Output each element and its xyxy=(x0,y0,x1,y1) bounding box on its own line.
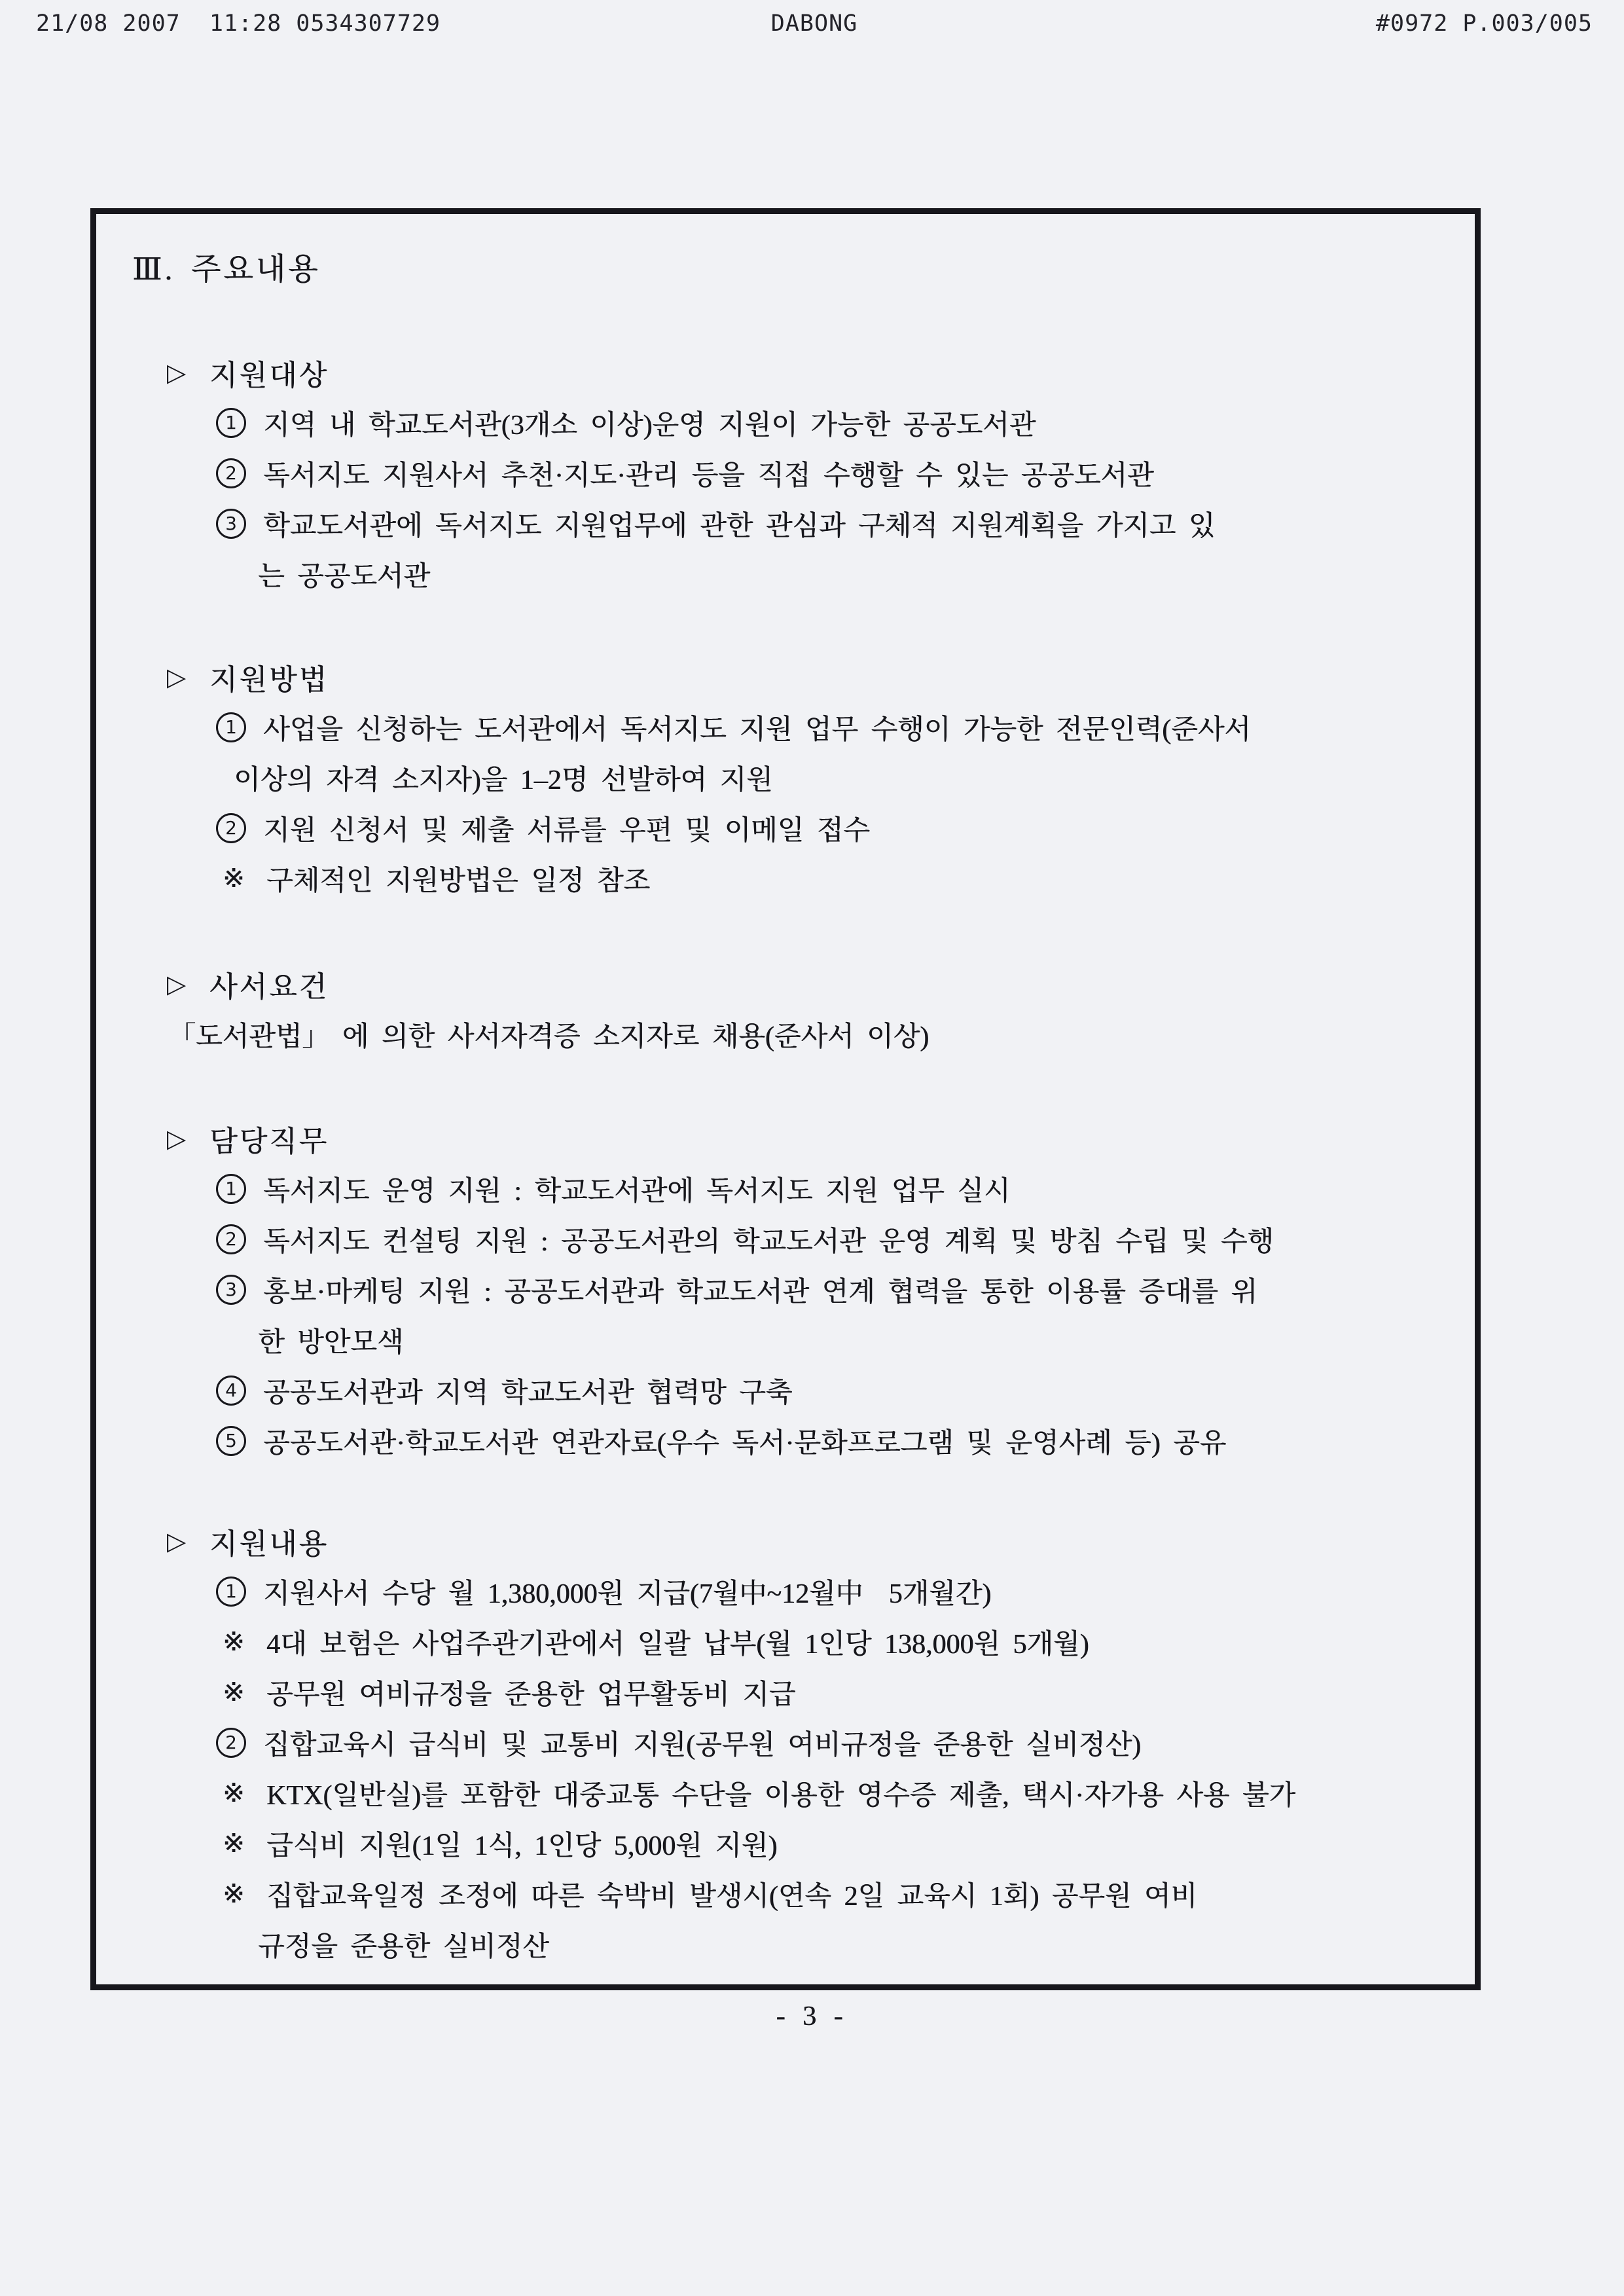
item-text: 홍보·마케팅 지원 : 공공도서관과 학교도서관 연계 협력을 통한 이용률 증대를 위 xyxy=(263,1277,1257,1307)
numbered-item xyxy=(96,803,1475,853)
document-section xyxy=(96,1113,1475,1466)
document-section xyxy=(96,1516,1475,1969)
item-text: 구체적인 지원방법은 일정 참조 xyxy=(266,866,650,896)
item-text: 독서지도 지원사서 추천·지도·관리 등을 직접 수행할 수 있는 공공도서관 xyxy=(263,460,1154,491)
document-section xyxy=(96,651,1475,903)
page-number: - 3 - xyxy=(776,2001,848,2032)
section-heading: 지원내용 xyxy=(209,1527,329,1560)
circled-number: 2 xyxy=(216,458,246,488)
item-text: 급식비 지원(1일 1식, 1인당 5,000원 지원) xyxy=(266,1831,778,1861)
item-text: 사업을 신청하는 도서관에서 독서지도 지원 업무 수행이 가능한 전문인력(준사서 xyxy=(263,714,1251,745)
item-text: KTX(일반실)를 포함한 대중교통 수단을 이용한 영수증 제출, 택시·자가용 사용 불가 xyxy=(266,1780,1296,1811)
triangle-marker-icon: ▷ xyxy=(167,969,187,998)
note-item xyxy=(96,853,1475,903)
triangle-marker-icon: ▷ xyxy=(167,1123,187,1153)
section-heading-row xyxy=(96,1516,1475,1566)
numbered-item xyxy=(96,1365,1475,1415)
continuation-line xyxy=(96,1919,1475,1969)
section-heading: 사서요건 xyxy=(209,970,329,1003)
numbered-item xyxy=(96,1163,1475,1214)
document-title: Ⅲ. 주요내용 xyxy=(132,253,321,287)
circled-number: 1 xyxy=(216,712,246,742)
circled-number: 2 xyxy=(216,1728,246,1758)
continuation-line xyxy=(96,1315,1475,1365)
note-item xyxy=(96,1768,1475,1818)
triangle-marker-icon: ▷ xyxy=(167,662,187,691)
circled-number: 3 xyxy=(216,509,246,539)
note-item xyxy=(96,1667,1475,1717)
section-heading-row xyxy=(96,958,1475,1009)
item-text: 4대 보험은 사업주관기관에서 일괄 납부(월 1인당 138,000원 5개월) xyxy=(266,1629,1089,1660)
fax-page-counter: #0972 P.003/005 xyxy=(1375,10,1593,37)
circled-number: 2 xyxy=(216,1224,246,1254)
document-border-box xyxy=(90,208,1481,1990)
reference-mark-icon: ※ xyxy=(223,1627,245,1656)
section-heading: 담당직무 xyxy=(209,1125,329,1157)
circled-number: 3 xyxy=(216,1275,246,1305)
document-section xyxy=(96,958,1475,1059)
numbered-item xyxy=(96,1214,1475,1264)
section-heading-row xyxy=(96,1113,1475,1163)
item-text: 는 공공도서관 xyxy=(258,561,430,592)
item-text: 지역 내 학교도서관(3개소 이상)운영 지원이 가능한 공공도서관 xyxy=(263,410,1036,441)
item-text: 집합교육일정 조정에 따른 숙박비 발생시(연속 2일 교육시 1회) 공무원 여비 xyxy=(266,1881,1198,1912)
reference-mark-icon: ※ xyxy=(223,1677,245,1707)
fax-header xyxy=(36,10,1593,37)
numbered-item xyxy=(96,1264,1475,1315)
circled-number: 1 xyxy=(216,1174,246,1204)
item-text: 공공도서관과 지역 학교도서관 협력망 구축 xyxy=(263,1377,793,1408)
circled-number: 1 xyxy=(216,1576,246,1607)
fax-sender-name: DABONG xyxy=(770,10,858,37)
note-item xyxy=(96,1616,1475,1667)
body-text-item xyxy=(96,1009,1475,1059)
numbered-item xyxy=(96,498,1475,549)
numbered-item xyxy=(96,1566,1475,1616)
numbered-item xyxy=(96,702,1475,752)
reference-mark-icon: ※ xyxy=(223,864,245,893)
continuation-line xyxy=(96,549,1475,599)
continuation-line xyxy=(96,752,1475,803)
fax-timestamp: 21/08 2007 11:28 0534307729 xyxy=(36,10,441,37)
item-text: 학교도서관에 독서지도 지원업무에 관한 관심과 구체적 지원계획을 가지고 있 xyxy=(263,511,1216,541)
item-text: 독서지도 컨설팅 지원 : 공공도서관의 학교도서관 운영 계획 및 방침 수립 및 수행 xyxy=(263,1226,1274,1257)
triangle-marker-icon: ▷ xyxy=(167,1526,187,1556)
item-text: 집합교육시 급식비 및 교통비 지원(공무원 여비규정을 준용한 실비정산) xyxy=(263,1730,1142,1760)
document-section xyxy=(96,347,1475,599)
note-item xyxy=(96,1818,1475,1868)
circled-number: 5 xyxy=(216,1426,246,1456)
circled-number: 2 xyxy=(216,813,246,843)
section-heading: 지원방법 xyxy=(209,663,329,696)
numbered-item xyxy=(96,1415,1475,1466)
section-heading-row xyxy=(96,651,1475,702)
item-text: 지원사서 수당 월 1,380,000원 지급(7월中~12월中 5개월간) xyxy=(263,1578,992,1609)
note-item xyxy=(96,1868,1475,1919)
item-text: 규정을 준용한 실비정산 xyxy=(258,1931,549,1962)
numbered-item xyxy=(96,448,1475,498)
section-heading-row xyxy=(96,347,1475,397)
reference-mark-icon: ※ xyxy=(223,1829,245,1858)
item-text: 지원 신청서 및 제출 서류를 우편 및 이메일 접수 xyxy=(263,815,870,846)
triangle-marker-icon: ▷ xyxy=(167,357,187,387)
item-text: 공공도서관·학교도서관 연관자료(우수 독서·문화프로그램 및 운영사례 등) 공유 xyxy=(263,1428,1227,1459)
circled-number: 1 xyxy=(216,408,246,438)
item-text: 「도서관법」 에 의한 사서자격증 소지자로 채용(준사서 이상) xyxy=(168,1021,929,1052)
section-heading: 지원대상 xyxy=(209,359,329,392)
reference-mark-icon: ※ xyxy=(223,1778,245,1808)
item-text: 독서지도 운영 지원 : 학교도서관에 독서지도 지원 업무 실시 xyxy=(263,1176,1011,1207)
item-text: 이상의 자격 소지자)을 1–2명 선발하여 지원 xyxy=(234,765,773,795)
circled-number: 4 xyxy=(216,1376,246,1406)
numbered-item xyxy=(96,1717,1475,1768)
numbered-item xyxy=(96,397,1475,448)
reference-mark-icon: ※ xyxy=(223,1879,245,1908)
item-text: 공무원 여비규정을 준용한 업무활동비 지급 xyxy=(266,1679,796,1710)
item-text: 한 방안모색 xyxy=(258,1327,404,1358)
